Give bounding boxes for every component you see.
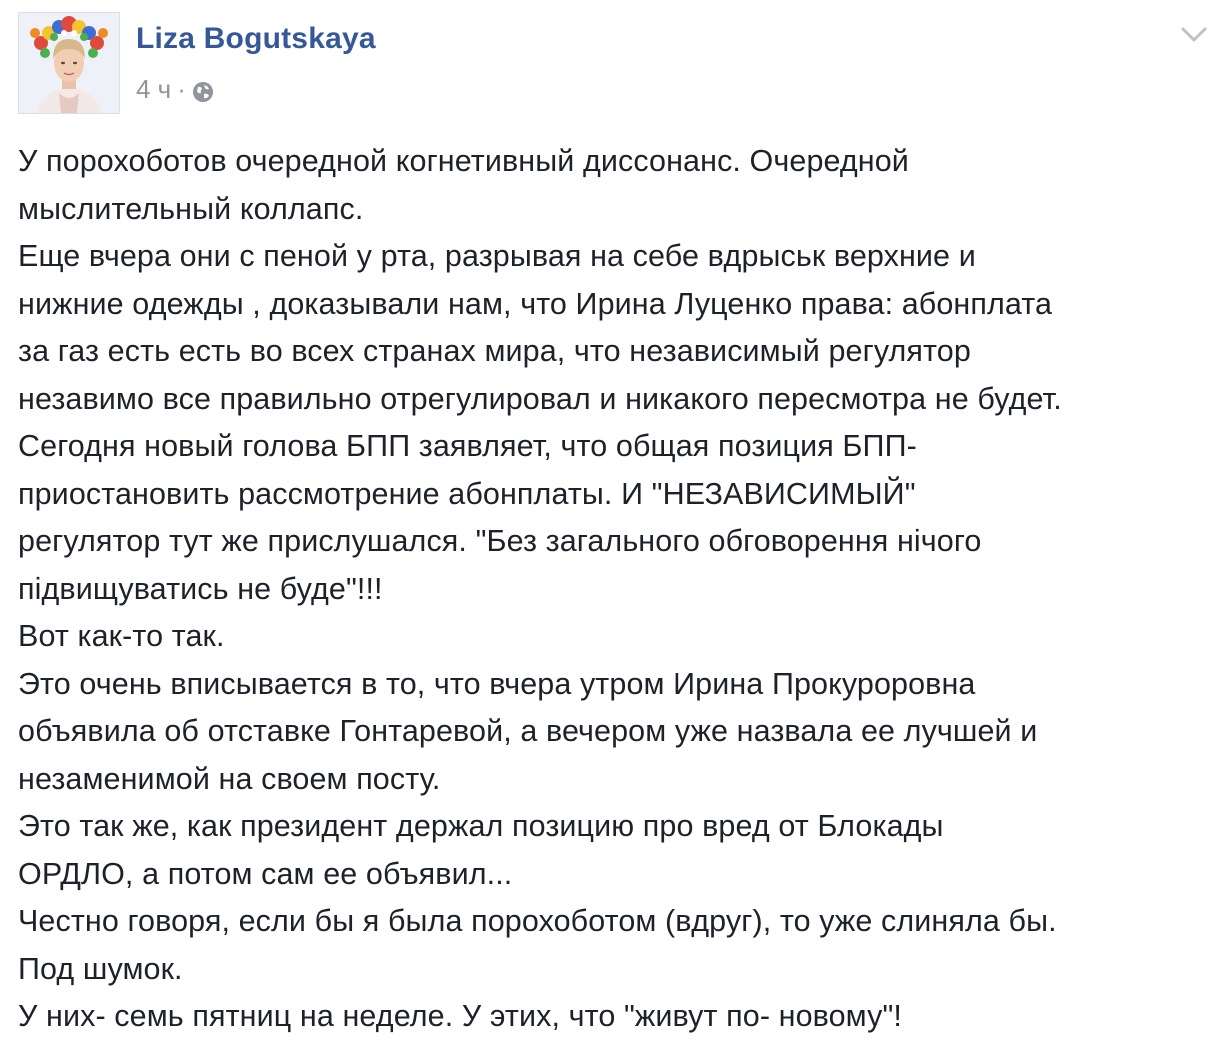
chevron-down-icon[interactable] bbox=[1180, 26, 1208, 44]
post-header bbox=[18, 12, 1208, 114]
post-text-line: незаменимой на своем посту. bbox=[18, 761, 441, 796]
globe-icon[interactable] bbox=[192, 79, 214, 101]
post-text-line: нижние одежды , доказывали нам, что Ирина Луценко права: абонплата bbox=[18, 286, 1053, 321]
post-text-line: Честно говоря, если бы я была порохоботом (вдруг), то уже слиняла бы. bbox=[18, 904, 1057, 938]
post-text-line: У них- семь пятниц на неделе. У этих, что "живут по- новому"! bbox=[18, 999, 902, 1033]
post-body bbox=[18, 138, 1213, 1041]
meta-separator: · bbox=[177, 74, 186, 104]
post-timestamp[interactable]: 4 ч bbox=[136, 74, 172, 104]
post-text-line: мыслительный коллапс. bbox=[18, 191, 364, 226]
post-text-line: Вот как-то так. bbox=[18, 619, 225, 653]
post-text-line: ОРДЛО, а потом сам ее объявил... bbox=[18, 856, 513, 891]
avatar-image bbox=[19, 13, 119, 113]
post-meta bbox=[136, 74, 214, 105]
post-text-line: Сегодня новый голова БПП заявляет, что общая позиция БПП- bbox=[18, 429, 917, 463]
post-text-line: Это очень вписывается в то, что вчера утром Ирина Прокуроровна bbox=[18, 666, 976, 701]
author-name-link[interactable]: Liza Bogutskaya bbox=[136, 22, 376, 55]
post-text-line: приостановить рассмотрение абонплаты. И "НЕЗАВИСИМЫЙ" bbox=[18, 476, 916, 511]
post-text-line: за газ есть есть во всех странах мира, что независимый регулятор bbox=[18, 334, 971, 368]
post-text-line: незавимо все правильно отрегулировал и никакого пересмотра не будет. bbox=[18, 381, 1062, 416]
post-text-line: У порохоботов очередной когнетивный диссонанс. Очередной bbox=[18, 144, 909, 178]
avatar[interactable] bbox=[18, 12, 120, 114]
post-text-line: регулятор тут же прислушался. "Без загального обговорення нічого bbox=[18, 524, 982, 558]
post-text-line: Еще вчера они с пеной у рта, разрывая на себе вдрыськ верхние и bbox=[18, 239, 976, 273]
post-text-line: підвищуватись не буде"!!! bbox=[18, 571, 383, 606]
post-text-line: Под шумок. bbox=[18, 951, 183, 986]
post-text-line: Это так же, как президент держал позицию про вред от Блокады bbox=[18, 809, 944, 843]
post-text-line: объявила об отставке Гонтаревой, а вечером уже назвала ее лучшей и bbox=[18, 714, 1038, 748]
